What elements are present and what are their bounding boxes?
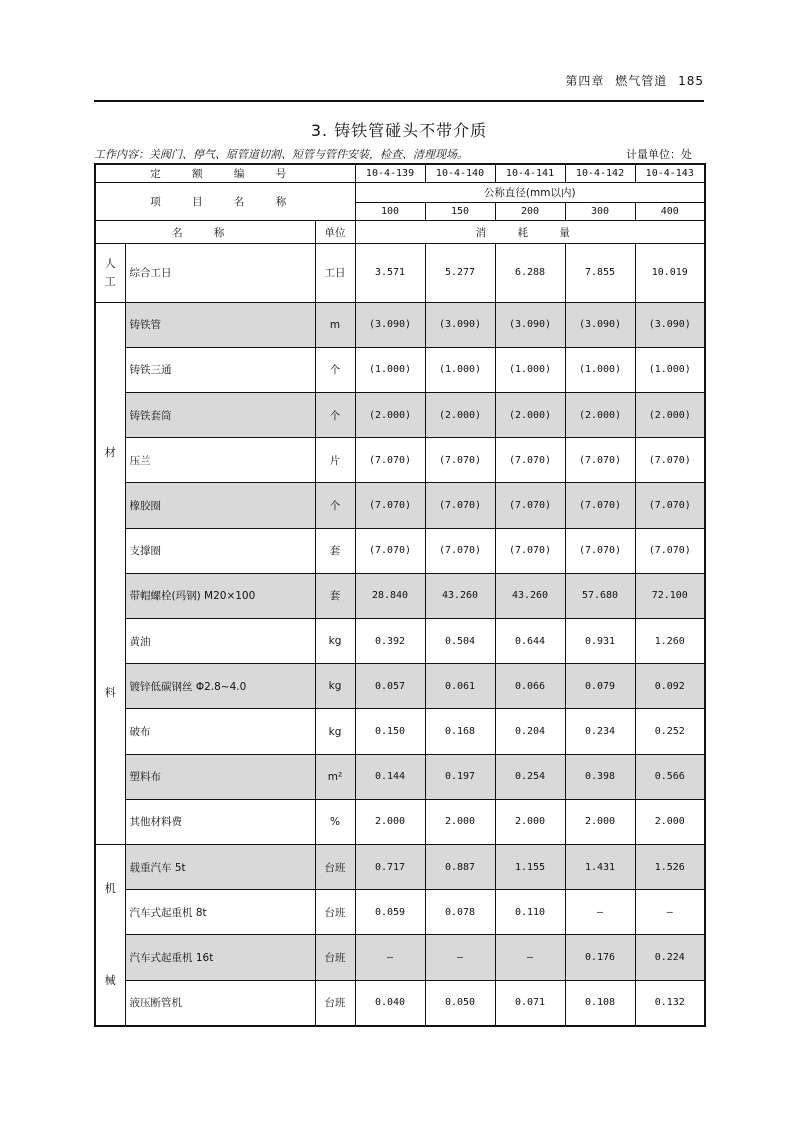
consumption-value: (3.090)	[635, 302, 705, 347]
consumption-value: (3.090)	[495, 302, 565, 347]
item-name: 压兰	[125, 438, 315, 483]
consumption-value: 0.224	[635, 935, 705, 980]
consumption-value: 1.431	[565, 845, 635, 890]
table-row	[95, 845, 705, 890]
consumption-value: 0.150	[355, 709, 425, 754]
table-row	[95, 619, 705, 664]
item-name: 载重汽车 5t	[125, 845, 315, 890]
item-unit: kg	[315, 664, 355, 709]
unit-column-header: 单位	[315, 221, 355, 244]
table-row	[95, 935, 705, 980]
consumption-value: —	[495, 935, 565, 980]
consumption-value: (7.070)	[355, 528, 425, 573]
section-title: 3. 铸铁管碰头不带介质	[310, 121, 488, 140]
consumption-value: 0.204	[495, 709, 565, 754]
item-name: 铸铁三通	[125, 347, 315, 392]
consumption-value: 0.504	[425, 619, 495, 664]
table-row	[95, 980, 705, 1026]
item-unit: kg	[315, 619, 355, 664]
table-row	[95, 528, 705, 573]
consumption-value: (1.000)	[565, 347, 635, 392]
consumption-value: (3.090)	[565, 302, 635, 347]
consumption-value: 0.931	[565, 619, 635, 664]
consumption-value: 0.234	[565, 709, 635, 754]
consumption-value: 43.260	[495, 573, 565, 618]
table-row	[95, 302, 705, 347]
item-name: 带帽螺栓(玛钢) M20×100	[125, 573, 315, 618]
consumption-value: 0.108	[565, 980, 635, 1026]
table-row	[95, 347, 705, 392]
item-unit: 个	[315, 483, 355, 528]
table-row	[95, 573, 705, 618]
item-name: 塑料布	[125, 754, 315, 799]
consumption-value: 0.887	[425, 845, 495, 890]
item-unit: 台班	[315, 890, 355, 935]
consumption-value: 2.000	[425, 799, 495, 844]
item-unit: kg	[315, 709, 355, 754]
consumption-value: —	[565, 890, 635, 935]
item-name: 破布	[125, 709, 315, 754]
consumption-value: (7.070)	[565, 483, 635, 528]
category-cell	[95, 845, 125, 1026]
consumption-value: 2.000	[495, 799, 565, 844]
measurement-unit: 计量单位：处	[626, 148, 692, 161]
diameter-value: 400	[635, 203, 705, 221]
item-name: 镀锌低碳钢丝 Φ2.8~4.0	[125, 664, 315, 709]
section-label: 燃气管道	[615, 74, 668, 88]
consumption-value: (7.070)	[495, 483, 565, 528]
consumption-value: 2.000	[635, 799, 705, 844]
table-row	[95, 393, 705, 438]
consumption-value: 0.176	[565, 935, 635, 980]
item-unit: m²	[315, 754, 355, 799]
item-unit: 个	[315, 347, 355, 392]
consumption-value: —	[355, 935, 425, 980]
quota-code-label: 定 额 编 号	[95, 164, 355, 183]
consumption-value: (7.070)	[355, 438, 425, 483]
consumption-value: (7.070)	[635, 528, 705, 573]
consumption-value: 0.079	[565, 664, 635, 709]
item-name: 综合工日	[125, 244, 315, 302]
consumption-value: (7.070)	[565, 528, 635, 573]
consumption-value: (7.070)	[635, 483, 705, 528]
consumption-value: 1.155	[495, 845, 565, 890]
category-char: 械	[104, 973, 116, 987]
consumption-value: 0.066	[495, 664, 565, 709]
consumption-value: 0.110	[495, 890, 565, 935]
consumption-value: (7.070)	[495, 528, 565, 573]
consumption-value: 0.059	[355, 890, 425, 935]
consumption-value: —	[425, 935, 495, 980]
quota-code: 10-4-139	[355, 164, 425, 183]
item-unit: 台班	[315, 935, 355, 980]
item-name: 支撑圈	[125, 528, 315, 573]
quota-table	[94, 163, 706, 1027]
work-content: 工作内容：关阀门、停气、原管道切割、短管与管件安装，检查、清理现场。	[94, 148, 468, 161]
item-name: 黄油	[125, 619, 315, 664]
consumption-value: (2.000)	[635, 393, 705, 438]
table-row	[95, 664, 705, 709]
item-name: 铸铁套筒	[125, 393, 315, 438]
consumption-value: (3.090)	[425, 302, 495, 347]
item-unit: m	[315, 302, 355, 347]
consumption-value: 28.840	[355, 573, 425, 618]
item-unit: 台班	[315, 980, 355, 1026]
consumption-value: (7.070)	[565, 438, 635, 483]
diameter-value: 300	[565, 203, 635, 221]
chapter-label: 第四章	[565, 74, 605, 88]
consumption-value: 2.000	[355, 799, 425, 844]
consumption-value: (7.070)	[495, 438, 565, 483]
table-row	[95, 438, 705, 483]
consumption-value: —	[635, 890, 705, 935]
category-char: 机	[104, 882, 116, 896]
quota-code-row	[95, 164, 705, 183]
name-column-header: 名 称	[95, 221, 315, 244]
consumption-value: 0.252	[635, 709, 705, 754]
item-name: 汽车式起重机 16t	[125, 935, 315, 980]
diameter-value: 150	[425, 203, 495, 221]
item-name: 汽车式起重机 8t	[125, 890, 315, 935]
header-rule	[94, 100, 704, 102]
consumption-value: 0.168	[425, 709, 495, 754]
consumption-value: 0.644	[495, 619, 565, 664]
consumption-value: (7.070)	[355, 483, 425, 528]
consumption-value: 0.040	[355, 980, 425, 1026]
quota-code: 10-4-143	[635, 164, 705, 183]
consumption-value: 5.277	[425, 244, 495, 302]
item-unit: 套	[315, 573, 355, 618]
item-unit: 工日	[315, 244, 355, 302]
consumption-value: (1.000)	[635, 347, 705, 392]
category-cell	[95, 302, 125, 844]
consumption-value: (2.000)	[495, 393, 565, 438]
consumption-value: (7.070)	[425, 483, 495, 528]
diameter-value: 200	[495, 203, 565, 221]
category-char: 料	[104, 686, 116, 700]
consumption-value: (1.000)	[425, 347, 495, 392]
consumption-value: 0.254	[495, 754, 565, 799]
consumption-value: (2.000)	[425, 393, 495, 438]
consumption-value: (7.070)	[635, 438, 705, 483]
consumption-value: 0.566	[635, 754, 705, 799]
consumption-value: 3.571	[355, 244, 425, 302]
consumption-value: 7.855	[565, 244, 635, 302]
consumption-value: 6.288	[495, 244, 565, 302]
consumption-value: 0.092	[635, 664, 705, 709]
consumption-value: (2.000)	[565, 393, 635, 438]
page-number: 185	[678, 74, 704, 88]
item-unit: 台班	[315, 845, 355, 890]
consumption-value: 0.144	[355, 754, 425, 799]
category-char: 材	[104, 446, 116, 460]
consumption-value: (1.000)	[495, 347, 565, 392]
consumption-value: 72.100	[635, 573, 705, 618]
running-header	[94, 72, 704, 92]
item-name: 液压断管机	[125, 980, 315, 1026]
consumption-value: 0.398	[565, 754, 635, 799]
diameter-header-row	[95, 183, 705, 203]
consumption-value: 0.061	[425, 664, 495, 709]
consumption-header: 消 耗 量	[355, 221, 705, 244]
work-content-line	[94, 146, 704, 160]
consumption-value: 43.260	[425, 573, 495, 618]
diameter-label: 公称直径(mm以内)	[355, 183, 705, 203]
consumption-value: 0.132	[635, 980, 705, 1026]
consumption-value: 0.078	[425, 890, 495, 935]
consumption-value: 0.050	[425, 980, 495, 1026]
consumption-value: 57.680	[565, 573, 635, 618]
category-char: 工	[104, 274, 116, 288]
consumption-value: 0.197	[425, 754, 495, 799]
consumption-value: 10.019	[635, 244, 705, 302]
consumption-value: (1.000)	[355, 347, 425, 392]
consumption-value: 0.057	[355, 664, 425, 709]
table-row	[95, 244, 705, 302]
consumption-value: 2.000	[565, 799, 635, 844]
table-row	[95, 754, 705, 799]
item-unit: 片	[315, 438, 355, 483]
consumption-value: 0.071	[495, 980, 565, 1026]
quota-code: 10-4-140	[425, 164, 495, 183]
diameter-value: 100	[355, 203, 425, 221]
consumption-value: 1.526	[635, 845, 705, 890]
consumption-value: (7.070)	[425, 528, 495, 573]
column-header-row	[95, 221, 705, 244]
item-unit: %	[315, 799, 355, 844]
consumption-value: (3.090)	[355, 302, 425, 347]
table-row	[95, 709, 705, 754]
item-unit: 个	[315, 393, 355, 438]
category-char: 人	[104, 256, 116, 270]
table-row	[95, 799, 705, 844]
table-row	[95, 483, 705, 528]
item-unit: 套	[315, 528, 355, 573]
consumption-value: (2.000)	[355, 393, 425, 438]
table-row	[95, 890, 705, 935]
item-name: 橡胶圈	[125, 483, 315, 528]
consumption-value: 1.260	[635, 619, 705, 664]
quota-code: 10-4-142	[565, 164, 635, 183]
consumption-value: 0.392	[355, 619, 425, 664]
item-name: 铸铁管	[125, 302, 315, 347]
quota-code: 10-4-141	[495, 164, 565, 183]
item-name: 其他材料费	[125, 799, 315, 844]
category-cell	[95, 244, 125, 302]
consumption-value: 0.717	[355, 845, 425, 890]
item-name-label: 项 目 名 称	[95, 183, 355, 221]
consumption-value: (7.070)	[425, 438, 495, 483]
